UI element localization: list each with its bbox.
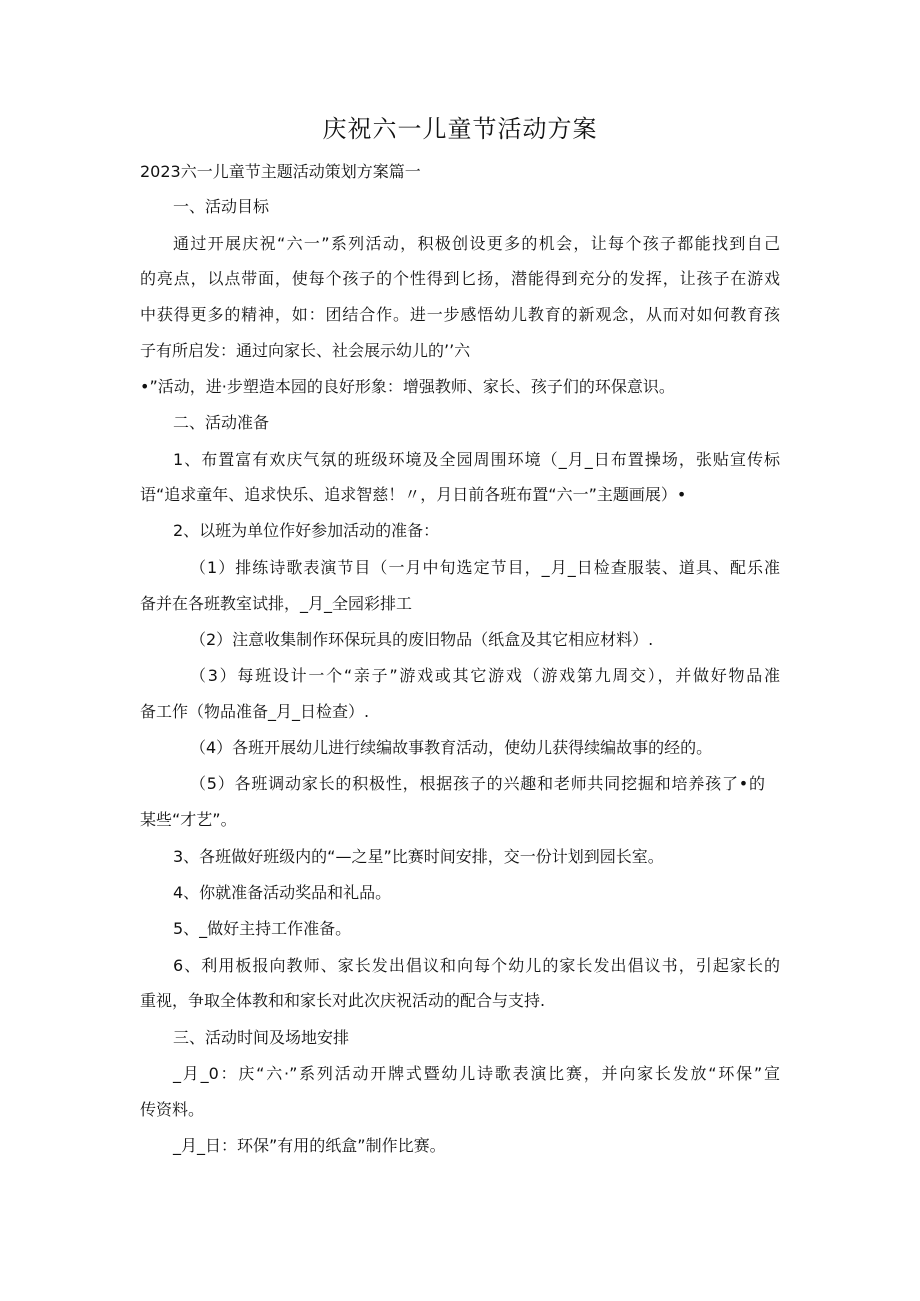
paragraph-line: 5、_做好主持工作准备。 [173,919,352,938]
paragraph-line: 4、你就准备活动奖品和礼品。 [173,883,392,902]
paragraph-line: 语“追求童年、追求快乐、追求智慈！〃，月日前各班布置“六一”主题画展）• [140,485,687,504]
document-subtitle: 2023六一儿童节主题活动策划方案篇一 [140,162,421,181]
paragraph-line: 的亮点，以点带面，使每个孩子的个性得到匕扬，潜能得到充分的发挥，让孩子在游戏 [140,269,780,288]
list-item-line: 某些“才艺”。 [140,810,237,829]
paragraph-line: 3、各班做好班级内的“—之星”比赛时间安排，交一份计划到园长室。 [173,847,664,866]
document-title: 庆祝六一儿童节活动方案 [322,115,598,143]
paragraph-line: 中获得更多的精神，如：团结合作。进一步感悟幼儿教育的新观念，从而对如何教育孩 [140,305,780,324]
list-item-line: （4）各班开展幼儿进行续编故事教育活动，使幼儿获得续编故事的经的。 [190,738,713,757]
list-item-line: （1）排练诗歌表演节目（一月中旬选定节目，_月_日检查服装、道具、配乐准 [190,558,780,577]
paragraph-line: _月_日：环保”有用的纸盒”制作比赛。 [173,1136,446,1155]
list-item-line: （3）每班设计一个“亲子”游戏或其它游戏（游戏第九周交），并做好物品准 [190,666,780,685]
paragraph-line: 通过开展庆祝“六一”系列活动，积极创设更多的机会，让每个孩子都能找到自己 [173,234,780,253]
list-item-line: （5）各班调动家长的积极性，根据孩子的兴趣和老师共同挖掘和培养孩了•的 [190,774,765,793]
paragraph-line: 2、以班为单位作好参加活动的准备： [173,521,440,540]
paragraph-line: •”活动，进·步塑造本园的良好形象：增强教师、家长、孩子们的环保意识。 [140,377,675,396]
section-heading: 二、活动准备 [173,413,270,432]
paragraph-line: 6、利用板报向教师、家长发出倡议和向每个幼儿的家长发出倡议书，引起家长的 [173,956,780,975]
list-item-line: （2）注意收集制作环保玩具的废旧物品（纸盒及其它相应材料）. [190,630,654,649]
section-heading: 一、活动目标 [173,197,270,216]
section-heading: 三、活动时间及场地安排 [173,1028,350,1047]
paragraph-line: _月_0：庆“六·”系列活动开牌式暨幼儿诗歌表演比赛，并向家长发放“环保”宣 [173,1064,780,1083]
list-item-line: 备并在各班教室试排，_月_全园彩排工 [140,594,413,613]
list-item-line: 备工作（物品准备_月_日检查）. [140,702,370,721]
paragraph-line: 传资料。 [140,1100,205,1119]
paragraph-line: 子有所启发：通过向家长、社会展示幼儿的’’六 [140,341,471,360]
paragraph-line: 1、布置富有欢庆气氛的班级环境及全园周围环境（_月_日布置操场，张贴宣传标 [173,450,780,469]
paragraph-line: 重视，争取全体教和和家长对此次庆祝活动的配合与支持. [140,991,546,1010]
